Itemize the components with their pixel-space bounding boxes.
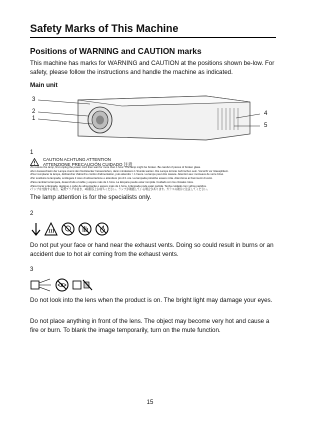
main-unit-label: Main unit	[30, 82, 58, 89]
label-1-line: •Para trocar a lâmpada, desligue o cabo de alimentação e espere mais de 1 hora. A lâmpada pode estar partida. Tenha cuidado com vidros partidos.	[30, 184, 207, 188]
arrow-icon	[30, 222, 42, 236]
label-1-line: •Per sostituire la lampada, scollegare il cavo di alimentazione e attendere più di 1 ora. La lampada potrebbe essere rotta. Attenzione ai frammenti di vetro.	[30, 177, 213, 181]
label-1-warning-text	[30, 166, 276, 192]
label-1-headings-2: ATTENZIONE PRECAUCIÓN CUIDADO 注意	[43, 162, 133, 167]
intro-paragraph: This machine has marks for WARNING and CAUTION at the positions shown be-low. For safety, please follow the instructions and handle the machine as indicated.	[30, 60, 275, 76]
text-3b: Do not place anything in front of the lens. The object may become very hot and cause a fire or burn. To blank the image temporarily, turn on the mute function.	[30, 318, 270, 334]
label-3-number: 3	[30, 267, 34, 273]
projector-illustration	[30, 90, 278, 146]
callout-5: 5	[264, 123, 268, 129]
no-face-icon	[61, 222, 75, 236]
no-eye-icon	[55, 278, 69, 292]
page-number: 15	[146, 400, 154, 406]
text-2: Do not put your face or hand near the exhaust vents. Doing so could result in burns or an accident due to hot air coming from the exhaust vents.	[30, 242, 274, 258]
label-1-line: •Pour remplacer la lampe, débrancher d'abord le cordon d'alimentation, puis attendre > 1 heure. La lampe peut être cassée. Attention aux morceaux de verre brisé.	[30, 173, 224, 177]
caution-hot-icon	[44, 222, 58, 236]
label-1-line: •ランプを交換する場合、電源プラグを抜き、1時間以上お待ちください。ランプが破損している場合があります。ガラスの破片に注意してください。	[30, 188, 210, 192]
warning-triangle-icon	[30, 158, 39, 166]
projector-diagram	[30, 90, 278, 146]
label-1-line: •To reduce the lamp, first unplug the power cord then wait for more than 1 hour. The lamp might be broken. Be careful of pieces of broken glass.	[30, 166, 201, 169]
label-1-line: •Zum Auswechseln der Lampe zuerst den Netzstecker herausziehen, dann mindestens 1 Stunde warten. Die Lampe könnte zerbrochen sein. Vorsicht vor Glassplittern.	[30, 169, 229, 173]
label-1-line: •Para cambiar la lámpara, desenchufe el cable y espere más de 1 hora. La lámpara puede estar rompida. Cuidado con los cristales rotos.	[30, 180, 194, 184]
callout-1: 1	[32, 116, 36, 122]
label-2-icons	[30, 222, 109, 236]
no-hand-icon	[78, 222, 92, 236]
label-1-number: 1	[30, 150, 34, 156]
page-title: Safety Marks of This Machine	[30, 23, 276, 38]
callout-3: 3	[32, 97, 36, 103]
label-2-number: 2	[30, 211, 34, 217]
lens-light-icon	[30, 278, 52, 292]
no-object-icon	[72, 278, 94, 292]
section-title: Positions of WARNING and CAUTION marks	[30, 47, 202, 56]
label-1-block	[30, 150, 276, 167]
callout-4: 4	[264, 111, 268, 117]
no-fire-icon	[95, 222, 109, 236]
label-1-headings-1: CAUTION ACHTUNG ATTENTION	[43, 157, 111, 162]
text-1: The lamp attention is for the specialists only.	[30, 194, 152, 201]
label-3-icons	[30, 278, 94, 292]
text-3a: Do not look into the lens when the product is on. The bright light may damage your eyes.	[30, 297, 273, 304]
callout-2: 2	[32, 109, 36, 115]
